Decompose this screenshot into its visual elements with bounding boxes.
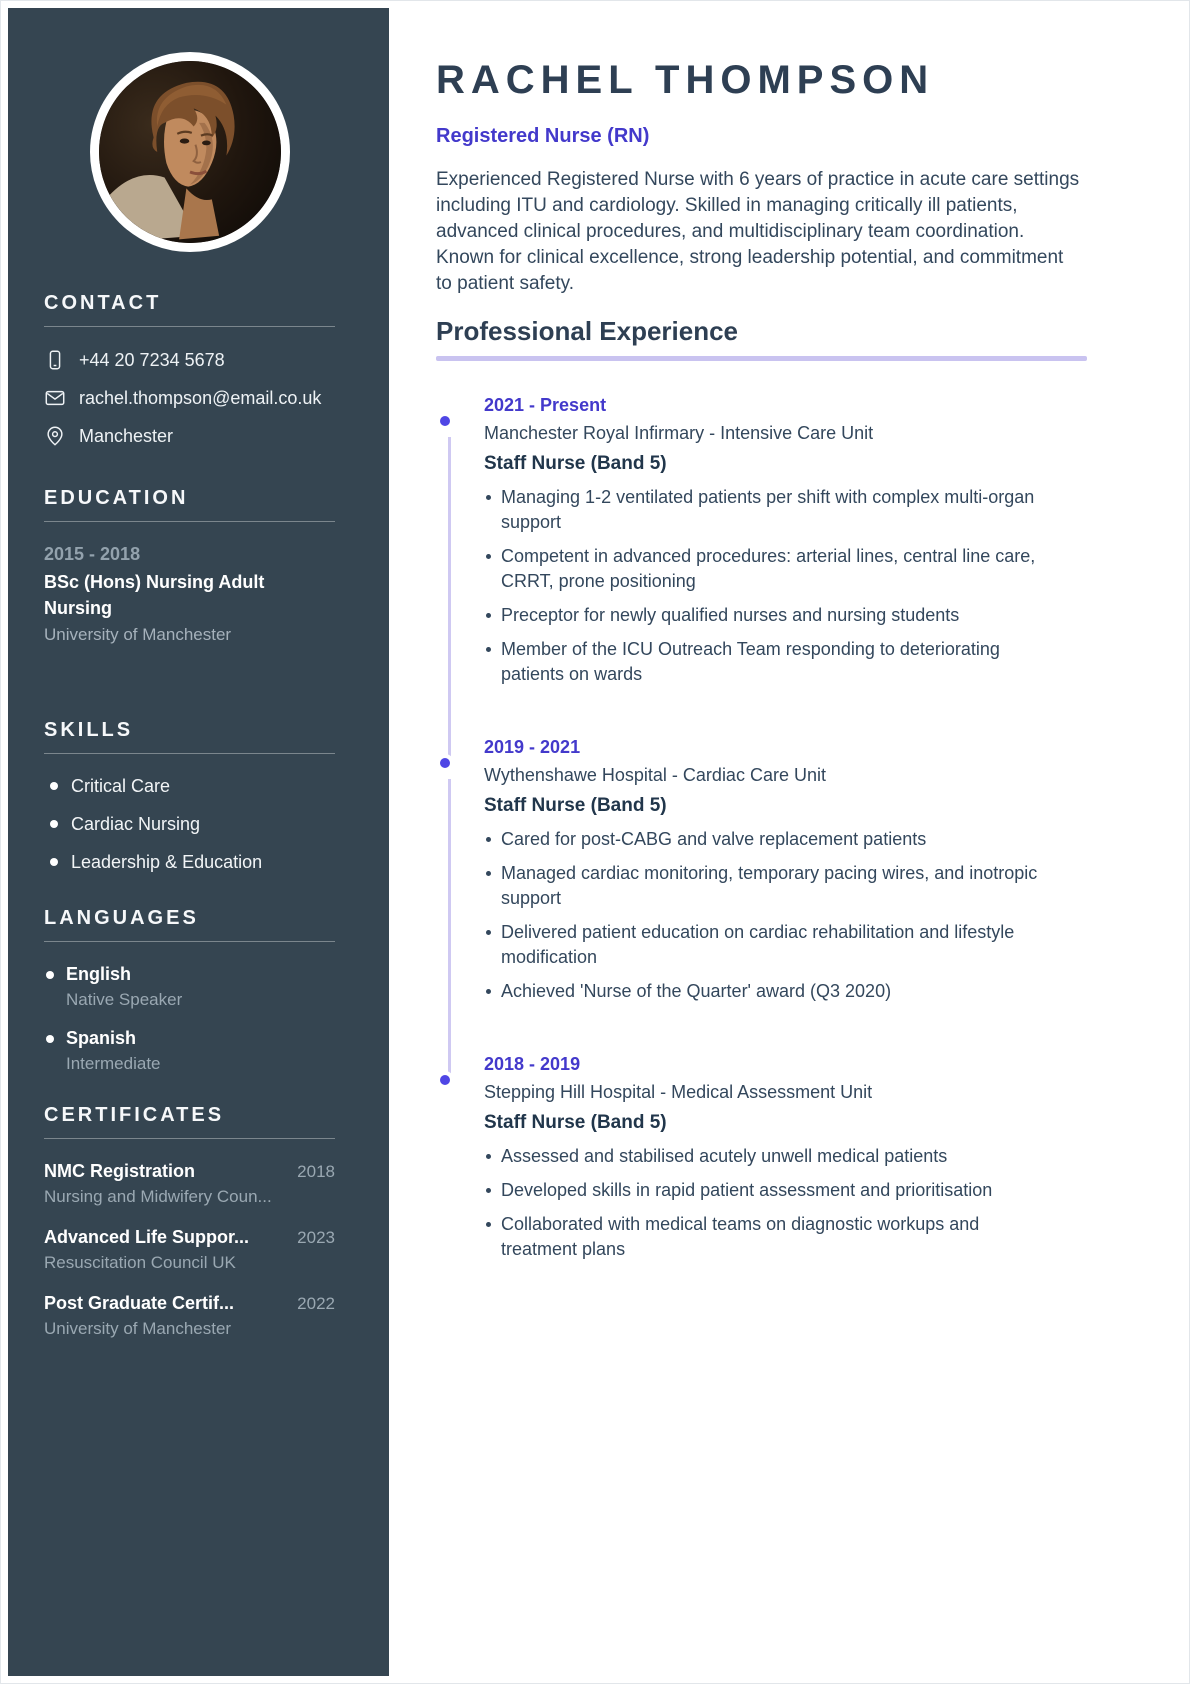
language-level: Native Speaker [66, 990, 183, 1009]
phone-icon [44, 349, 66, 371]
certificate-year: 2022 [297, 1294, 335, 1313]
job-bullet: Achieved 'Nurse of the Quarter' award (Q3 2020) [484, 979, 1049, 1004]
language-item [44, 964, 335, 1010]
skill-item: Leadership & Education [44, 852, 335, 873]
skill-item: Cardiac Nursing [44, 814, 335, 835]
job-bullet: Collaborated with medical teams on diagnostic workups and treatment plans [484, 1212, 1049, 1262]
email-icon [44, 387, 66, 409]
person-name: RACHEL THOMPSON [436, 58, 935, 102]
education-period: 2015 - 2018 [44, 544, 141, 564]
job-bullet-list [484, 485, 1140, 687]
job-company: Manchester Royal Infirmary - Intensive Care Unit [484, 423, 874, 443]
language-level: Intermediate [66, 1054, 161, 1073]
job-period: 2019 - 2021 [484, 737, 581, 757]
job-bullet-list [484, 827, 1140, 1004]
experience-heading-underline [436, 356, 1087, 361]
skills-heading: SKILLS [44, 719, 335, 754]
languages-section [44, 907, 335, 1074]
job-company: Wythenshawe Hospital - Cardiac Care Unit [484, 765, 826, 785]
location-value: Manchester [79, 425, 174, 446]
language-name: English [66, 964, 132, 984]
certificate-item [44, 1227, 335, 1273]
job-role: Staff Nurse (Band 5) [484, 453, 667, 474]
certificate-issuer: Resuscitation Council UK [44, 1253, 236, 1272]
languages-heading: LANGUAGES [44, 907, 335, 942]
certificates-section [44, 1104, 335, 1339]
skills-section [44, 719, 335, 873]
job-period: 2018 - 2019 [484, 1054, 581, 1074]
job-bullet-list [484, 1144, 1140, 1262]
job-entry [484, 1054, 1140, 1262]
main-content [389, 8, 1182, 1676]
contact-heading: CONTACT [44, 292, 335, 327]
job-bullet: Competent in advanced procedures: arterial lines, central line care, CRRT, prone positioning [484, 544, 1049, 594]
summary-text: Experienced Registered Nurse with 6 years of practice in acute care settings including ITU and cardiology. Skilled in managing critically ill patients, advanced clinical procedures, and multidisciplinary team coordination. Known for clinical excellence, strong leadership potential, and commitment to patient safety. [436, 169, 1080, 294]
phone-value: +44 20 7234 5678 [79, 349, 225, 370]
language-name: Spanish [66, 1028, 137, 1048]
job-bullet: Preceptor for newly qualified nurses and nursing students [484, 603, 1049, 628]
job-role: Staff Nurse (Band 5) [484, 795, 667, 816]
timeline-marker-icon [440, 1075, 450, 1085]
certificate-year: 2023 [297, 1228, 335, 1247]
certificate-item [44, 1161, 335, 1207]
timeline-marker-icon [440, 416, 450, 426]
timeline-marker-icon [440, 758, 450, 768]
certificate-year: 2018 [297, 1162, 335, 1181]
skill-item: Critical Care [44, 776, 335, 797]
education-school: University of Manchester [44, 625, 232, 644]
job-company: Stepping Hill Hospital - Medical Assessment Unit [484, 1082, 873, 1102]
job-role: Staff Nurse (Band 5) [484, 1112, 667, 1133]
photo-wrap [44, 52, 335, 252]
certificate-name: Post Graduate Certif... [44, 1293, 235, 1313]
education-degree: BSc (Hons) Nursing Adult Nursing [44, 572, 265, 618]
certificate-name: NMC Registration [44, 1161, 196, 1181]
certificates-heading: CERTIFICATES [44, 1104, 335, 1139]
email-value: rachel.thompson@email.co.uk [79, 387, 322, 408]
contact-phone-row [44, 349, 335, 371]
certificate-issuer: University of Manchester [44, 1319, 232, 1338]
experience-timeline [436, 395, 1140, 1262]
job-bullet: Cared for post-CABG and valve replacement patients [484, 827, 1049, 852]
language-item [44, 1028, 335, 1074]
job-bullet: Managed cardiac monitoring, temporary pacing wires, and inotropic support [484, 861, 1049, 911]
job-period: 2021 - Present [484, 395, 607, 415]
contact-email-row [44, 387, 335, 409]
certificate-name: Advanced Life Suppor... [44, 1227, 250, 1247]
contact-section [44, 292, 335, 447]
job-bullet: Developed skills in rapid patient assessment and prioritisation [484, 1178, 1049, 1203]
job-bullet: Delivered patient education on cardiac rehabilitation and lifestyle modification [484, 920, 1049, 970]
job-bullet: Member of the ICU Outreach Team responding to deteriorating patients on wards [484, 637, 1049, 687]
education-section [44, 487, 335, 645]
portrait-illustration [99, 61, 281, 243]
sidebar [8, 8, 389, 1676]
experience-heading: Professional Experience [436, 316, 739, 346]
job-bullet: Managing 1-2 ventilated patients per shift with complex multi-organ support [484, 485, 1049, 535]
job-bullet: Assessed and stabilised acutely unwell medical patients [484, 1144, 1049, 1169]
education-entry [44, 544, 335, 645]
location-icon [44, 425, 66, 447]
education-heading: EDUCATION [44, 487, 335, 522]
certificate-item [44, 1293, 335, 1339]
contact-location-row [44, 425, 335, 447]
job-entry [484, 395, 1140, 687]
certificate-issuer: Nursing and Midwifery Coun... [44, 1187, 272, 1206]
languages-list [44, 964, 335, 1074]
person-title: Registered Nurse (RN) [436, 125, 650, 147]
profile-photo [90, 52, 290, 252]
skills-list [44, 776, 335, 873]
job-entry [484, 737, 1140, 1004]
